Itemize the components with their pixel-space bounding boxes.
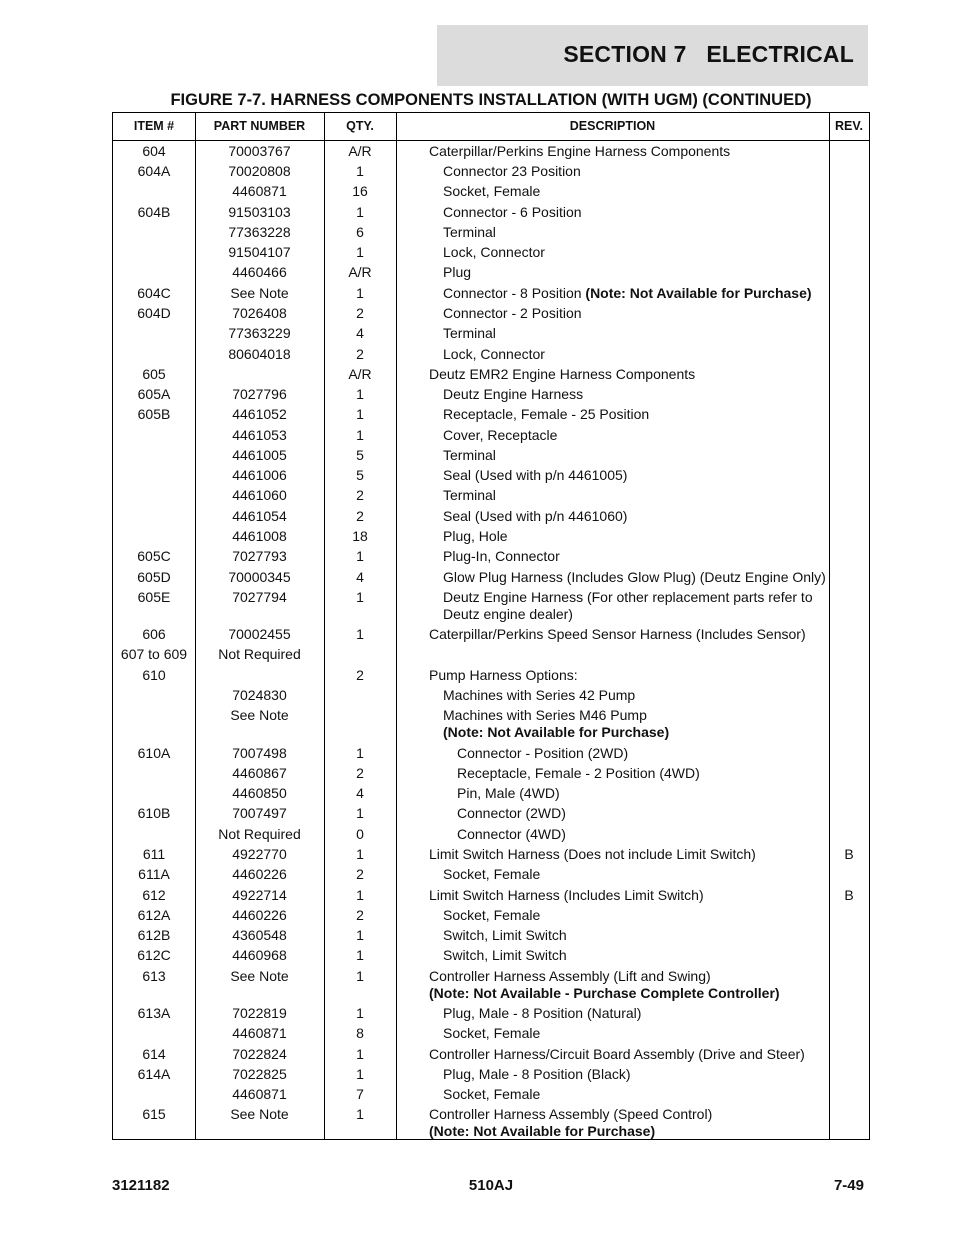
part-number: 4922770 <box>232 845 287 862</box>
quantity: 1 <box>356 1045 364 1062</box>
quantity: 2 <box>356 304 364 321</box>
description-text: Cover, Receptacle <box>443 426 558 443</box>
quantity: 1 <box>356 886 364 903</box>
description-text: Connector - 2 Position <box>443 304 582 321</box>
quantity: 1 <box>356 1004 364 1021</box>
description-text: Socket, Female <box>443 906 541 923</box>
description <box>429 366 831 383</box>
item-number: 605 <box>142 365 166 382</box>
description-text: Connector (4WD) <box>457 825 566 842</box>
description <box>429 406 845 423</box>
description-text: Seal (Used with p/n 4461060) <box>443 507 628 524</box>
item-number: 604B <box>137 203 171 220</box>
description-text: Connector - 8 Position <box>443 284 586 301</box>
description-text: Plug, Male - 8 Position (Natural) <box>443 1004 642 1021</box>
description-text: Terminal <box>443 487 496 504</box>
part-number: 7027793 <box>232 548 287 565</box>
table-row <box>113 587 869 624</box>
description-text: Switch, Limit Switch <box>443 947 567 964</box>
part-number: See Note <box>230 707 289 724</box>
description <box>429 667 831 684</box>
column-header-rev: REV. <box>834 119 864 133</box>
description-text: Seal (Used with p/n 4461005) <box>443 467 628 484</box>
description-text: Controller Harness/Circuit Board Assembly (Drive and Steer) <box>429 1045 805 1062</box>
part-number: Not Required <box>218 825 301 842</box>
table-row <box>113 445 869 465</box>
part-number: 4461053 <box>232 426 287 443</box>
item-number: 604A <box>137 162 171 179</box>
table-row <box>113 466 869 486</box>
table-row <box>113 263 869 283</box>
table-row <box>113 405 869 425</box>
description-text: Deutz EMR2 Engine Harness Components <box>429 365 696 382</box>
table-row <box>113 384 869 404</box>
description <box>429 927 845 944</box>
availability-note: (Note: Not Available for Purchase) <box>429 1123 656 1140</box>
description <box>429 143 831 160</box>
description <box>429 1106 831 1140</box>
table-row <box>113 905 869 925</box>
table-body <box>113 141 869 1142</box>
quantity: 16 <box>352 183 368 200</box>
item-number: 604C <box>137 284 171 301</box>
description <box>429 467 845 484</box>
description <box>429 204 845 221</box>
part-number: 91503103 <box>228 203 291 220</box>
item-number: 604D <box>137 304 171 321</box>
footer-page-number: 7-49 <box>833 1177 864 1194</box>
description <box>429 646 831 663</box>
section-title: SECTION 7 ELECTRICAL <box>563 41 854 67</box>
description <box>429 589 845 623</box>
description <box>429 846 831 863</box>
part-number: 77363229 <box>228 325 291 342</box>
table-row <box>113 486 869 506</box>
description-text: Socket, Female <box>443 183 541 200</box>
description-text: Limit Switch Harness (Includes Limit Switch) <box>429 886 704 903</box>
quantity: 2 <box>356 764 364 781</box>
availability-note: (Note: Not Available - Purchase Complete Controller) <box>429 984 780 1001</box>
table-row <box>113 425 869 445</box>
description-text: Limit Switch Harness (Does not include Limit Switch) <box>429 845 756 862</box>
table-row <box>113 885 869 905</box>
quantity: 2 <box>356 906 364 923</box>
table-row <box>113 303 869 323</box>
part-number: 4460226 <box>232 866 287 883</box>
description <box>429 687 845 704</box>
description-text: Plug, Male - 8 Position (Black) <box>443 1065 631 1082</box>
table-row <box>113 344 869 364</box>
item-number: 610B <box>137 805 171 822</box>
table-row <box>113 645 869 665</box>
item-number: 605C <box>137 548 171 565</box>
description-text: Lock, Connector <box>443 345 545 362</box>
description-text: Machines with Series 42 Pump <box>443 687 636 703</box>
item-number: 614A <box>137 1065 171 1082</box>
table-row <box>113 706 869 743</box>
quantity: 4 <box>356 568 364 585</box>
part-number: 4460867 <box>232 764 287 781</box>
description <box>429 528 845 545</box>
part-number: See Note <box>230 1106 289 1123</box>
description-text: Plug, Hole <box>443 528 508 545</box>
item-number: 613A <box>137 1004 171 1021</box>
part-number: 4460871 <box>232 1086 287 1103</box>
description <box>429 264 845 281</box>
item-number: 605A <box>137 386 171 403</box>
part-number: 7024830 <box>232 687 287 703</box>
table-row <box>113 925 869 945</box>
item-number: 612B <box>137 927 171 944</box>
item-number: 605E <box>137 588 171 605</box>
column-header-qty: QTY. <box>346 119 374 133</box>
description <box>429 1046 831 1063</box>
table-row <box>113 1105 869 1142</box>
table-row <box>113 743 869 763</box>
part-number: 4360548 <box>232 927 287 944</box>
part-number: 4460968 <box>232 947 287 964</box>
item-number: 611A <box>138 866 170 883</box>
description-text: Lock, Connector <box>443 244 545 261</box>
item-number: 605B <box>137 406 171 423</box>
description <box>429 427 845 444</box>
part-number: 7007497 <box>232 805 287 822</box>
description <box>429 887 831 904</box>
description <box>429 707 845 741</box>
table-row <box>113 547 869 567</box>
description-text: Plug-In, Connector <box>443 548 560 565</box>
quantity: 1 <box>356 845 364 862</box>
table-row <box>113 202 869 222</box>
item-number: 612 <box>142 886 166 903</box>
description <box>429 285 845 302</box>
availability-note: (Note: Not Available for Purchase) <box>443 724 670 741</box>
description <box>429 1025 845 1042</box>
table-row <box>113 182 869 202</box>
table-row <box>113 506 869 526</box>
description-text: Deutz Engine Harness <box>443 386 584 403</box>
part-number: 7026408 <box>232 304 287 321</box>
part-number: 70003767 <box>228 142 291 159</box>
description <box>429 305 845 322</box>
part-number: 4460871 <box>232 1025 287 1042</box>
description <box>429 1005 845 1022</box>
quantity: 1 <box>356 426 364 443</box>
table-row <box>113 685 869 705</box>
item-number: 614 <box>142 1045 166 1062</box>
quantity: 1 <box>356 284 364 301</box>
description <box>429 826 859 843</box>
description <box>429 805 859 822</box>
table-row <box>113 141 869 161</box>
part-number: 4461060 <box>232 487 287 504</box>
quantity: 1 <box>356 927 364 944</box>
description-text: Connector - Position (2WD) <box>457 744 629 761</box>
table-row <box>113 567 869 587</box>
item-number: 607 to 609 <box>120 646 188 663</box>
quantity: 1 <box>356 967 364 984</box>
description <box>429 183 845 200</box>
revision: B <box>844 886 854 903</box>
quantity: 1 <box>356 626 364 643</box>
quantity: 5 <box>356 467 364 484</box>
description <box>429 626 831 643</box>
quantity: 1 <box>356 203 364 220</box>
table-row <box>113 1003 869 1023</box>
description <box>429 569 845 586</box>
revision: B <box>844 845 854 862</box>
quantity: 1 <box>356 947 364 964</box>
table-row <box>113 1084 869 1104</box>
part-number: Not Required <box>218 646 301 663</box>
quantity: 2 <box>356 666 364 683</box>
table-row <box>113 283 869 303</box>
quantity: 1 <box>356 548 364 565</box>
footer-document-number: 3121182 <box>112 1177 170 1194</box>
description <box>429 765 859 782</box>
description-text: Plug <box>443 264 472 281</box>
description-text: Controller Harness Assembly (Speed Control) <box>429 1106 713 1123</box>
figure-title: FIGURE 7-7. HARNESS COMPONENTS INSTALLATION (WITH UGM) (CONTINUED) <box>170 91 812 109</box>
quantity: A/R <box>348 365 372 382</box>
part-number: 4460226 <box>232 906 287 923</box>
table-row <box>113 526 869 546</box>
table-row <box>113 946 869 966</box>
footer-model: 510AJ <box>468 1177 514 1194</box>
quantity: 1 <box>356 744 364 761</box>
part-number: 4922714 <box>232 886 287 903</box>
quantity: 2 <box>356 487 364 504</box>
description <box>429 968 831 1002</box>
description <box>429 866 845 883</box>
description-text: Terminal <box>443 223 496 240</box>
description <box>429 163 845 180</box>
availability-note: (Note: Not Available for Purchase) <box>585 284 812 301</box>
item-number: 610 <box>142 666 166 683</box>
quantity: A/R <box>348 264 372 281</box>
part-number: See Note <box>230 284 289 301</box>
description <box>429 346 845 363</box>
table-row <box>113 161 869 181</box>
description-text: Switch, Limit Switch <box>443 927 567 944</box>
description <box>429 1066 845 1083</box>
quantity: 1 <box>356 386 364 403</box>
item-number: 605D <box>137 568 171 585</box>
quantity: 5 <box>356 446 364 463</box>
quantity: 1 <box>356 1106 364 1123</box>
part-number: 4461006 <box>232 467 287 484</box>
item-number: 604 <box>142 142 166 159</box>
column-header-item: ITEM # <box>133 119 175 133</box>
quantity: 4 <box>356 325 364 342</box>
part-number: 70002455 <box>228 626 291 643</box>
description-text: Glow Plug Harness (Includes Glow Plug) (Deutz Engine Only) <box>443 568 826 585</box>
item-number: 612C <box>137 947 171 964</box>
item-number: 613 <box>142 967 166 984</box>
description <box>429 487 845 504</box>
column-header-description: DESCRIPTION <box>569 119 656 133</box>
quantity: 0 <box>356 825 364 842</box>
table-row <box>113 1044 869 1064</box>
table-row <box>113 665 869 685</box>
item-number: 611 <box>142 845 166 862</box>
item-number: 610A <box>137 744 171 761</box>
part-number: 70020808 <box>228 162 291 179</box>
description-text: Socket, Female <box>443 1086 541 1103</box>
table-row <box>113 242 869 262</box>
part-number: 4460850 <box>232 785 287 802</box>
part-number: 7022819 <box>232 1004 287 1021</box>
description <box>429 508 845 525</box>
table-row <box>113 824 869 844</box>
table-row <box>113 624 869 644</box>
quantity: 8 <box>356 1025 364 1042</box>
description-text: Connector 23 Position <box>443 162 581 179</box>
item-number: 606 <box>142 626 166 643</box>
quantity: 1 <box>356 1065 364 1082</box>
quantity: 2 <box>356 507 364 524</box>
table-row <box>113 1064 869 1084</box>
description <box>429 325 845 342</box>
description-text: Terminal <box>443 446 496 463</box>
description-text: Socket, Female <box>443 1025 541 1042</box>
description-text: Deutz Engine Harness (For other replacement parts refer to Deutz engine dealer) <box>443 588 813 622</box>
parts-table <box>112 112 870 1140</box>
quantity: A/R <box>348 142 372 159</box>
part-number: 4461005 <box>232 446 287 463</box>
description <box>429 745 859 762</box>
table-row <box>113 1024 869 1044</box>
table-row <box>113 222 869 242</box>
description-text: Socket, Female <box>443 866 541 883</box>
description <box>429 548 845 565</box>
quantity: 18 <box>352 528 368 545</box>
description <box>429 386 845 403</box>
quantity: 2 <box>356 866 364 883</box>
description <box>429 947 845 964</box>
quantity: 1 <box>356 162 364 179</box>
quantity: 1 <box>356 244 364 261</box>
description-text: Receptacle, Female - 2 Position (4WD) <box>457 764 700 781</box>
table-row <box>113 966 869 1003</box>
description-text: Connector (2WD) <box>457 805 566 822</box>
part-number: 4461052 <box>232 406 287 423</box>
part-number: 7022824 <box>232 1045 287 1062</box>
part-number: 4460871 <box>232 183 287 200</box>
part-number: 70000345 <box>228 568 291 585</box>
description <box>429 1086 845 1103</box>
description-text: Receptacle, Female - 25 Position <box>443 406 650 423</box>
quantity: 7 <box>356 1086 364 1103</box>
quantity: 2 <box>356 345 364 362</box>
description-text: Controller Harness Assembly (Lift and Swing) <box>429 967 711 984</box>
table-row <box>113 783 869 803</box>
description-text: Pump Harness Options: <box>429 666 578 683</box>
description-text: Caterpillar/Perkins Speed Sensor Harness (Includes Sensor) <box>429 626 806 643</box>
part-number: 7027794 <box>232 588 287 605</box>
description <box>429 447 845 464</box>
description-text: Terminal <box>443 325 496 342</box>
part-number: 80604018 <box>228 345 291 362</box>
table-row <box>113 364 869 384</box>
quantity: 1 <box>356 588 364 605</box>
part-number: See Note <box>230 967 289 984</box>
description-text: Pin, Male (4WD) <box>457 785 560 802</box>
quantity: 1 <box>356 406 364 423</box>
part-number: 4461008 <box>232 528 287 545</box>
part-number: 7027796 <box>232 386 287 403</box>
item-number: 615 <box>142 1106 166 1123</box>
description <box>429 785 859 802</box>
description <box>429 224 845 241</box>
description-text: Machines with Series M46 Pump <box>443 707 647 724</box>
description <box>429 244 845 261</box>
part-number: 4460466 <box>232 264 287 281</box>
quantity: 6 <box>356 223 364 240</box>
column-header-part-number: PART NUMBER <box>213 119 306 133</box>
part-number: 77363228 <box>228 223 291 240</box>
description-text: Connector - 6 Position <box>443 203 582 220</box>
part-number: 7007498 <box>232 744 287 761</box>
table-row <box>113 844 869 864</box>
section-header-box <box>437 25 868 86</box>
table-row <box>113 763 869 783</box>
quantity: 1 <box>356 805 364 822</box>
part-number: 7022825 <box>232 1065 287 1082</box>
quantity: 4 <box>356 785 364 802</box>
table-row <box>113 865 869 885</box>
part-number: 4461054 <box>232 507 287 524</box>
description <box>429 907 845 924</box>
table-row <box>113 804 869 824</box>
item-number: 612A <box>137 906 171 923</box>
part-number: 91504107 <box>228 244 291 261</box>
description-text: Caterpillar/Perkins Engine Harness Components <box>429 142 731 159</box>
table-row <box>113 324 869 344</box>
